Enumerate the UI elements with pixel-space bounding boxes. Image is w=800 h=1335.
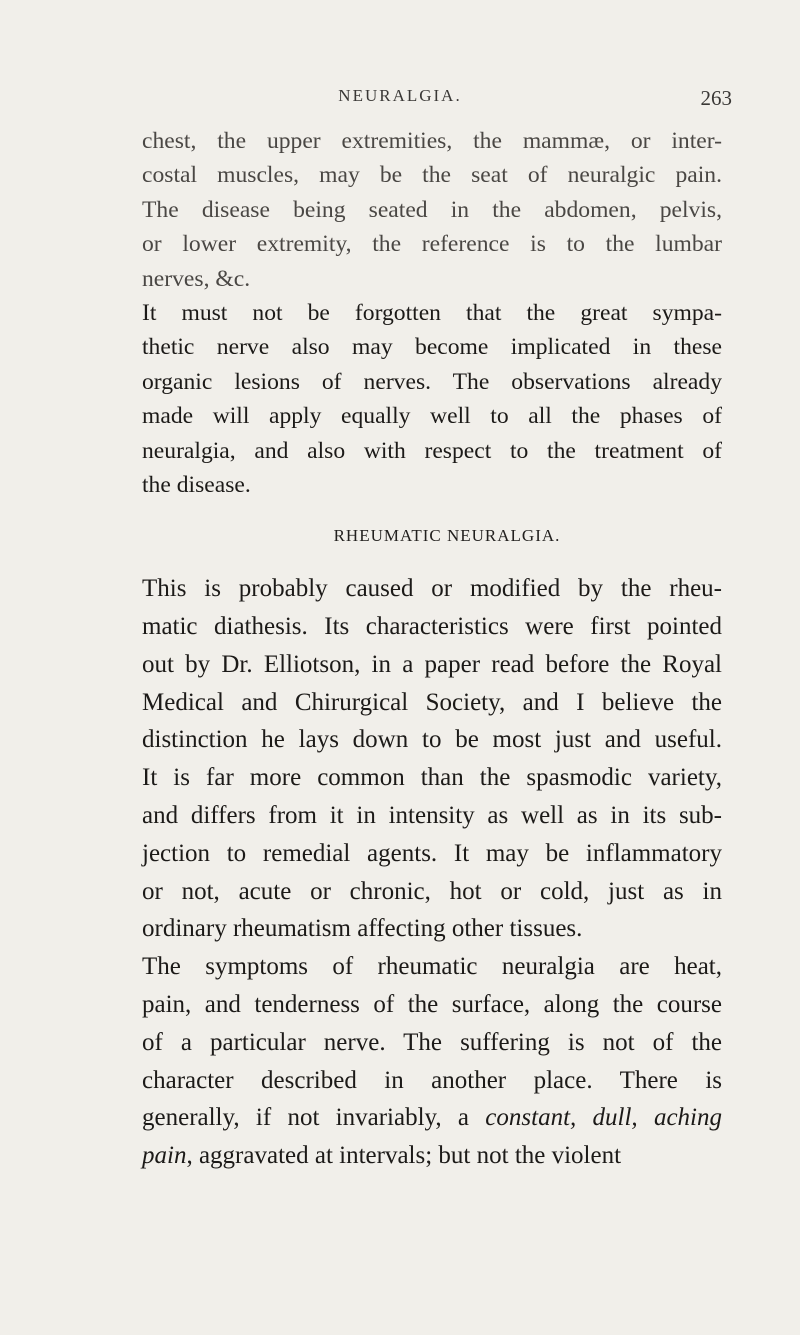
text-line: neuralgia, and also with respect to the treatment of xyxy=(142,437,722,464)
text-run: generally, if not invariably, a xyxy=(142,1104,486,1132)
italic-text: pain xyxy=(142,1142,187,1170)
text-line: The disease being seated in the abdomen, pelvis, xyxy=(142,196,722,223)
section-heading: RHEUMATIC NEURALGIA. xyxy=(333,526,561,546)
text-line: or not, acute or chronic, hot or cold, just as in xyxy=(142,877,722,905)
text-line: The symptoms of rheumatic neuralgia are heat, xyxy=(142,953,722,981)
text-block xyxy=(142,124,722,1175)
running-head xyxy=(0,86,800,116)
paragraph-symptoms xyxy=(142,948,722,1175)
paragraph-rheumatic-cause xyxy=(142,570,722,948)
text-line: This is probably caused or modified by the rheu- xyxy=(142,575,722,603)
paragraph-continuation xyxy=(142,124,722,296)
text-line: and differs from it in intensity as well as in its sub- xyxy=(142,802,722,830)
text-line: It is far more common than the spasmodic variety, xyxy=(142,764,722,792)
text-line: nerves, &c. xyxy=(142,265,251,292)
text-line-with-italics xyxy=(142,1099,722,1137)
text-line: of a particular nerve. The suffering is not of the xyxy=(142,1028,722,1056)
text-line-with-italics xyxy=(142,1137,722,1175)
text-line: character described in another place. There is xyxy=(142,1066,722,1094)
text-line: ordinary rheumatism affecting other tissues. xyxy=(142,915,583,943)
text-line: Medical and Chirurgical Society, and I believe the xyxy=(142,688,722,716)
italic-text: constant, dull, aching xyxy=(485,1104,722,1132)
text-line: thetic nerve also may become implicated in these xyxy=(142,334,722,361)
text-line: matic diathesis. Its characteristics were first pointed xyxy=(142,613,722,641)
text-line: It must not be forgotten that the great sympa- xyxy=(142,299,722,326)
text-line: made will apply equally well to all the phases of xyxy=(142,403,722,430)
text-run: , aggravated at intervals; but not the violent xyxy=(186,1142,622,1170)
text-line: jection to remedial agents. It may be inflammatory xyxy=(142,839,722,867)
page-number: 263 xyxy=(700,86,732,110)
text-line: the disease. xyxy=(142,471,251,498)
text-line: distinction he lays down to be most just and useful. xyxy=(142,726,722,754)
running-title: NEURALGIA. xyxy=(338,86,462,105)
paragraph-sympathetic-nerve xyxy=(142,296,722,502)
text-line: out by Dr. Elliotson, in a paper read before the Royal xyxy=(142,650,722,678)
text-line: chest, the upper extremities, the mammæ, or inter- xyxy=(142,128,722,154)
text-line: organic lesions of nerves. The observations already xyxy=(142,368,722,395)
text-line: pain, and tenderness of the surface, along the course xyxy=(142,991,722,1019)
text-line: or lower extremity, the reference is to the lumbar xyxy=(142,231,722,258)
text-line: costal muscles, may be the seat of neuralgic pain. xyxy=(142,162,722,189)
